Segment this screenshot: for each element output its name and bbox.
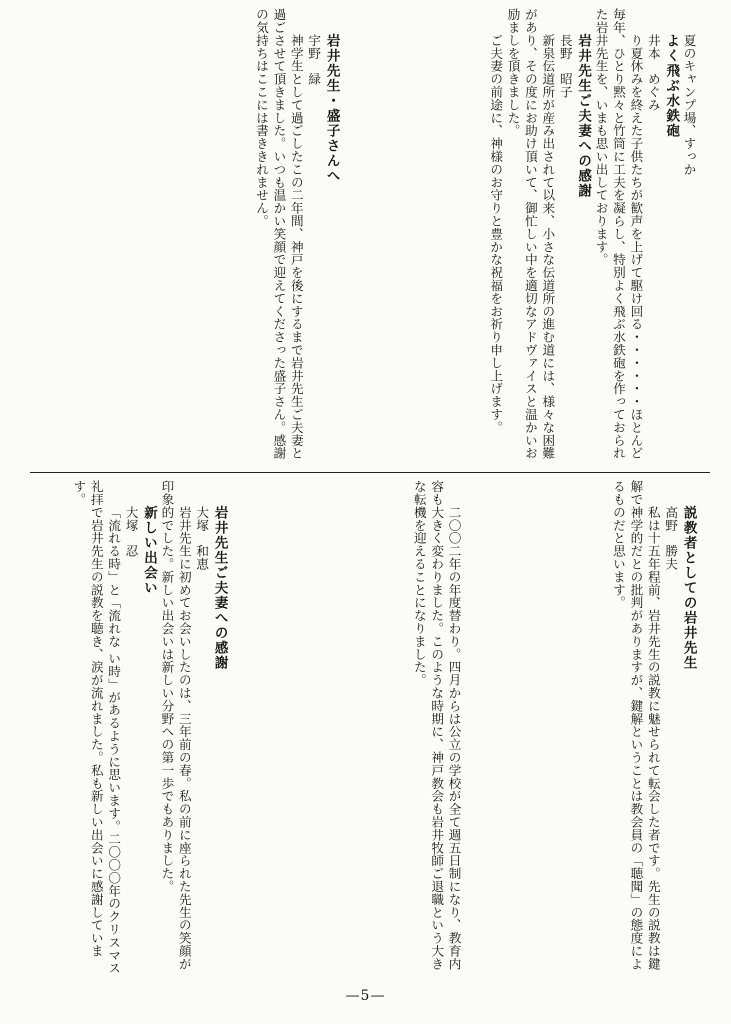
top-left-panel <box>18 8 358 463</box>
article-body: 岩井先生に初めてお会いしたのは、三年前の春。私の前に座られた先生の笑顔が印象的でした。新しい出会いは新しい分野への第一歩でもありました。 <box>159 480 192 971</box>
article-body: 新泉伝道所が産み出されて以来、小さな伝道所の進む道には、様々な困難があり、その度にお助け頂いて、御忙しい中を適切なアドヴァイスと温かいお励ましを頂きました。 <box>505 8 556 460</box>
article-author: 高野 勝夫 <box>663 505 679 571</box>
page-number: —5— <box>345 988 386 1004</box>
top-right-panel <box>360 8 715 463</box>
article-column <box>360 8 715 463</box>
article-title: よく飛ぶ水鉄砲 <box>663 33 680 139</box>
section-divider <box>30 472 710 473</box>
article-title: 岩井先生ご夫妻への感謝 <box>575 33 592 199</box>
article-body: 「流れる時」と「流れな い時」があるように思います。二〇〇〇年のクリスマス礼拝で岩井先生の説教を聴き、涙が流れました。私も新しい出会いに感謝しています。 <box>71 480 122 975</box>
article-body: 私は十五年程前、岩井先生の説教に魅せられて転会した者です。先生の説教は鍵解で神学的だとの批判がありますが、鍵解ということは教会員の「聴聞」の態度によるものだと思います。 <box>610 480 661 971</box>
article-author: 長野 昭子 <box>557 33 573 99</box>
bottom-middle-panel <box>250 480 480 975</box>
article-column <box>250 480 480 975</box>
article-author: 大塚 忍 <box>123 505 139 558</box>
article-body: 二〇〇二年の年度替わり。四月からは公立の学校が全て週五日制になり、教育内容も大きく変わりました。このような時期に、神戸教会も岩井牧師ご退職という大きな転機を迎えることになりました。 <box>411 480 462 971</box>
article-column <box>485 480 715 975</box>
article-body: ご夫妻の前途に、神様のお守りと豊かな祝福をお祈り申し上げます。 <box>488 33 504 434</box>
bottom-right-panel <box>485 480 715 975</box>
article-title: 岩井先生ご夫妻への感謝 <box>211 505 228 671</box>
article-author: 井本 めぐみ <box>645 33 661 112</box>
article-body: り夏休みを終えた子供たちが歓声を上げて駆け回る・・・・・・ほとんど毎年、ひとり黙々と竹筒に工夫を凝らし、特別よく飛ぶ水鉄砲を作っておられた岩井先生を、いまも思い出しております。 <box>593 8 644 460</box>
article-body: 神学生として過ごしたこの二年間、神戸を後にするまで岩井先生ご夫妻と過ごさせて頂きました。いつも温かい笑顔で迎えてくださった盛子さん。感謝の気持ちはここには書ききれません。 <box>253 8 304 460</box>
article-title: 説教者としての岩井先生 <box>680 505 697 671</box>
article-author: 宇野 緑 <box>306 33 322 86</box>
article-title: 岩井先生・盛子さんへ <box>323 33 340 184</box>
bottom-left-panel <box>18 480 246 975</box>
article-column <box>18 8 358 463</box>
article-title: 新しい出会い <box>140 505 157 596</box>
article-author: 大塚 和恵 <box>194 505 210 571</box>
intro-text: 夏のキャンプ場、すっか <box>681 33 697 176</box>
article-column <box>18 480 246 975</box>
